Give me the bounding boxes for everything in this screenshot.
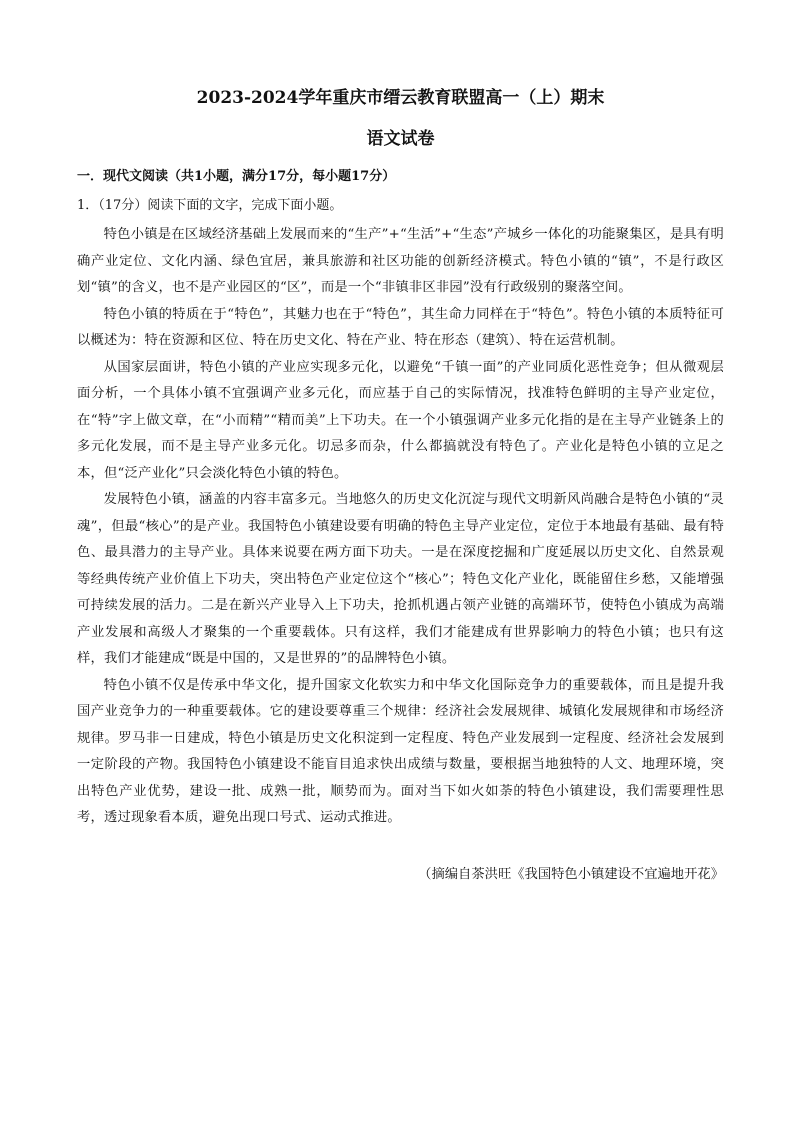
passage-paragraph: 特色小镇的特质在于“特色”，其魅力也在于“特色”，其生命力同样在于“特色”。特色小镇的本质特征可以概述为：特在资源和区位、特在历史文化、特在产业、特在形态（建筑）、特在运营机制。	[77, 306, 724, 348]
reading-passage	[77, 222, 724, 832]
exam-title: 2023-2024学年重庆市缙云教育联盟高一（上）期末	[196, 88, 605, 108]
passage-paragraph: 特色小镇是在区域经济基础上发展而来的“生产”+“生活”+“生态”产城乡一体化的功能聚集区，是具有明确产业定位、文化内涵、绿色宜居，兼具旅游和社区功能的创新经济模式。特色小镇的“镇”，不是行政区划“镇”的含义，也不是产业园区的“区”，而是一个“非镇非区非园”没有行政级别的聚落空间。	[77, 227, 724, 295]
passage-paragraph: 发展特色小镇，涵盖的内容丰富多元。当地悠久的历史文化沉淀与现代文明新风尚融合是特色小镇的“灵魂”，但最“核心”的是产业。我国特色小镇建设要有明确的特色主导产业定位，定位于本地最有基础、最有特色、最具潜力的主导产业。具体来说要在两方面下功夫。一是在深度挖掘和广度延展以历史文化、自然景观等经典传统产业价值上下功夫，突出特色产业定位这个“核心”；特色文化产业化，既能留住乡愁，又能增强可持续发展的活力。二是在新兴产业导入上下功夫，抢抓机遇占领产业链的高端环节，使特色小镇成为高端产业发展和高级人才聚集的一个重要载体。只有这样，我们才能建成有世界影响力的特色小镇；也只有这样，我们才能建成“既是中国的，又是世界的”的品牌特色小镇。	[77, 492, 724, 666]
exam-subtitle: 语文试卷	[366, 129, 435, 149]
passage-source: （摘编自茶洪旺《我国特色小镇建设不宜遍地开花》	[418, 866, 724, 882]
passage-paragraph: 特色小镇不仅是传承中华文化，提升国家文化软实力和中华文化国际竞争力的重要载体，而且是提升我国产业竞争力的一种重要载体。它的建设要尊重三个规律：经济社会发展规律、城镇化发展规律和市场经济规律。罗马非一日建成，特色小镇是历史文化积淀到一定程度、特色产业发展到一定程度、经济社会发展到一定阶段的产物。我国特色小镇建设不能盲目追求快出成绩与数量，要根据当地独特的人文、地理环境，突出特色产业优势，建设一批、成熟一批，顺势而为。面对当下如火如荼的特色小镇建设，我们需要理性思考，透过现象看本质，避免出现口号式、运动式推进。	[77, 677, 724, 825]
question-intro: 1．（17分）阅读下面的文字，完成下面小题。	[77, 198, 343, 213]
passage-paragraph: 从国家层面讲，特色小镇的产业应实现多元化，以避免“千镇一面”的产业同质化恶性竞争；但从微观层面分析，一个具体小镇不宜强调产业多元化，而应基于自己的实际情况，找准特色鲜明的主导产业定位，在“特”字上做文章，在“小而精”“精而美”上下功夫。在一个小镇强调产业多元化指的是在主导产业链条上的多元化发展，而不是主导产业多元化。切忌多而杂，什么都搞就没有特色了。产业化是特色小镇的立足之本，但“泛产业化”只会淡化特色小镇的特色。	[77, 359, 724, 481]
section-heading: 一．现代文阅读（共1小题，满分17分，每小题17分）	[77, 169, 396, 184]
